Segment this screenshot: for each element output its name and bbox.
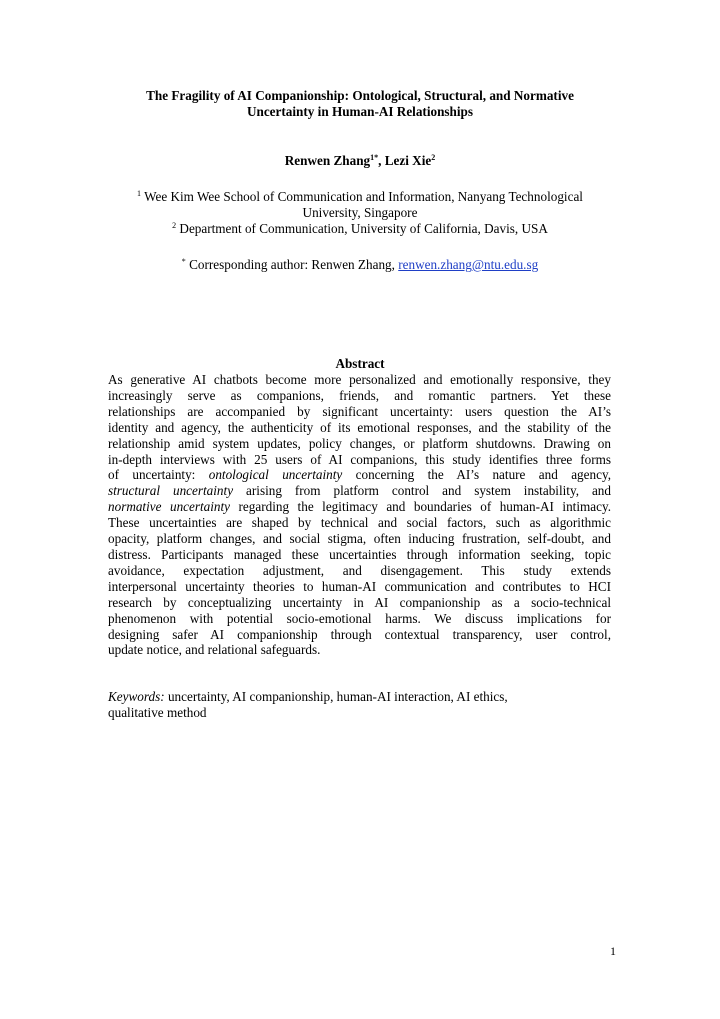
author-2-superscript: 2 — [431, 153, 436, 162]
keywords-block — [108, 689, 611, 721]
page-number: 1 — [610, 944, 616, 958]
abstract-text: relationship amid system updates, policy changes, or platform shutdowns. Drawing on — [108, 435, 611, 451]
author-separator: , — [378, 153, 385, 168]
keywords-line-1: uncertainty, AI companionship, human-AI interaction, AI ethics, — [164, 689, 508, 704]
abstract-line — [108, 388, 611, 404]
abstract-text: regarding the legitimacy and boundaries of human-AI intimacy. — [230, 499, 611, 515]
abstract-text: avoidance, expectation adjustment, and disengagement. This study extends — [108, 562, 611, 578]
abstract-emphasis: structural uncertainty — [108, 483, 234, 499]
abstract-line — [108, 404, 611, 420]
title-line-1: The Fragility of AI Companionship: Ontological, Structural, and Normative — [146, 88, 574, 103]
abstract-line — [108, 595, 611, 611]
abstract-text: These uncertainties are shaped by technical and social factors, such as algorithmic — [108, 515, 611, 531]
abstract-line — [108, 372, 611, 388]
abstract-text: concerning the AI’s nature and agency, — [342, 467, 611, 483]
keywords-label: Keywords: — [108, 689, 165, 704]
abstract-text: opacity, platform changes, and social stigma, often inducing frustration, self-doubt, and — [108, 531, 611, 547]
abstract-line — [108, 563, 611, 579]
abstract-line — [108, 499, 611, 515]
abstract-emphasis: normative uncertainty — [108, 499, 231, 515]
affiliation-1-line-1: Wee Kim Wee School of Communication and Information, Nanyang Technological — [141, 189, 583, 204]
abstract-line — [108, 467, 611, 483]
abstract-text: phenomenon with potential socio-emotional harms. We discuss implications for — [108, 610, 611, 626]
affiliation-1 — [100, 189, 620, 221]
author-1-superscript: 1* — [370, 153, 379, 162]
keywords-line-2: qualitative method — [108, 705, 207, 720]
abstract-body — [108, 372, 611, 658]
abstract-heading: Abstract — [335, 356, 385, 371]
corresponding-email-link[interactable]: renwen.zhang@ntu.edu.sg — [398, 257, 539, 272]
title-line-2: Uncertainty in Human-AI Relationships — [246, 104, 474, 119]
abstract-line — [108, 483, 611, 499]
abstract-text: identity and agency, the authenticity of its emotional responses, and the stability of the — [108, 419, 611, 435]
corresponding-superscript: * — [181, 257, 186, 266]
abstract-text: relationships are accompanied by significant uncertainty: users question the AI’s — [108, 403, 611, 419]
abstract-line — [108, 627, 611, 643]
author-1-name: Renwen Zhang — [284, 153, 371, 168]
abstract-line — [108, 547, 611, 563]
abstract-text: research by conceptualizing uncertainty in AI companionship as a socio-technical — [108, 594, 611, 610]
affiliation-1-line-2: University, Singapore — [302, 205, 418, 220]
abstract-text: of uncertainty: — [108, 467, 209, 483]
abstract-line — [108, 452, 611, 468]
abstract-text: As generative AI chatbots become more personalized and emotionally responsive, they — [108, 372, 611, 387]
affiliation-2-superscript: 2 — [172, 221, 177, 230]
abstract-text: arising from platform control and system instability, and — [233, 483, 611, 499]
affiliation-2-line-1: Department of Communication, University of California, Davis, USA — [176, 221, 548, 236]
affiliation-1-superscript: 1 — [137, 189, 142, 198]
abstract-line — [108, 420, 611, 436]
abstract-text: designing safer AI companionship through contextual transparency, user control, — [108, 626, 611, 642]
abstract-text: in-depth interviews with 25 users of AI companions, this study identifies three forms — [108, 451, 611, 467]
abstract-line — [108, 436, 611, 452]
author-2-name: Lezi Xie — [384, 153, 432, 168]
abstract-line — [108, 579, 611, 595]
abstract-text: update notice, and relational safeguards. — [108, 642, 321, 658]
corresponding-label: Corresponding author: Renwen Zhang, — [185, 257, 399, 272]
author-list — [100, 153, 620, 169]
abstract-emphasis: ontological uncertainty — [208, 467, 343, 483]
abstract-line — [108, 515, 611, 531]
abstract-text: increasingly serve as companions, friends, and romantic partners. Yet these — [108, 387, 611, 403]
abstract-line — [108, 531, 611, 547]
abstract-line — [108, 611, 611, 627]
abstract-text: distress. Participants managed these uncertainties through information seeking, topic — [108, 546, 611, 562]
affiliation-2 — [100, 221, 620, 237]
abstract-line — [108, 642, 611, 658]
corresponding-author — [100, 257, 620, 273]
paper-title — [100, 88, 620, 120]
abstract-text: interpersonal uncertainty theories to human-AI communication and contributes to HCI — [108, 578, 611, 594]
